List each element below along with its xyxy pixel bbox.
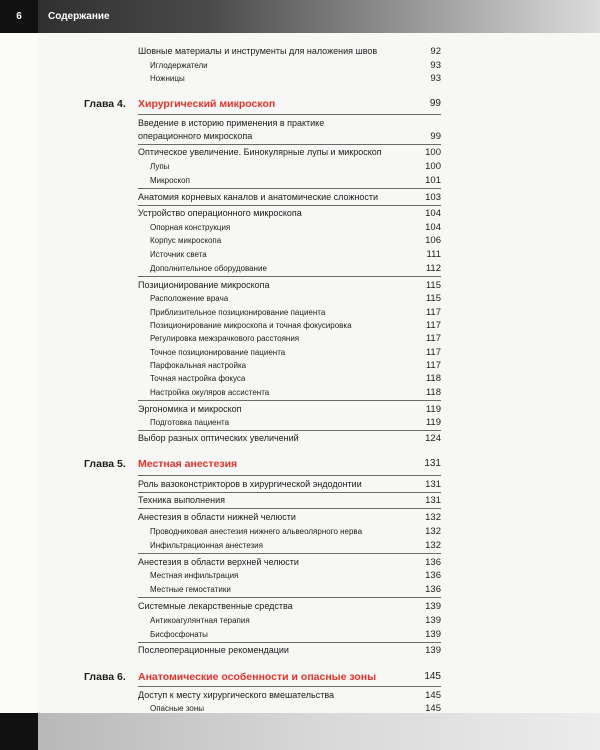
- toc-entry-title: Шовные материалы и инструменты для наложения швов: [138, 46, 378, 56]
- toc-subentry[interactable]: [150, 221, 441, 234]
- toc-subentry[interactable]: [150, 372, 441, 385]
- toc-entry-title: Анатомия корневых каналов и анатомические сложности: [138, 192, 379, 202]
- toc-entry-page: 139: [425, 615, 441, 626]
- chapter-page: 99: [429, 98, 441, 109]
- toc-entry-page: 101: [425, 175, 441, 186]
- toc-entry-page: 106: [425, 235, 441, 246]
- toc-subentry[interactable]: [150, 234, 441, 247]
- page-number: 6: [0, 0, 38, 33]
- toc-entry-title: Устройство операционного микроскопа: [138, 208, 302, 218]
- toc-entry-page: 104: [425, 208, 441, 219]
- chapter-page: 131: [424, 458, 441, 469]
- toc-subentry[interactable]: [150, 346, 441, 359]
- toc-entry-title: Источник света: [150, 250, 207, 259]
- toc-entry-page: 131: [425, 495, 441, 506]
- toc-subentry[interactable]: [150, 525, 441, 538]
- divider: [138, 642, 441, 643]
- toc-entry[interactable]: [138, 207, 441, 220]
- toc-entry-page: 93: [430, 60, 441, 71]
- toc-subentry[interactable]: [150, 539, 441, 552]
- toc-subentry[interactable]: [150, 262, 441, 275]
- divider: [138, 508, 441, 509]
- chapter-title: Местная анестезия: [138, 458, 238, 470]
- toc-entry-title: Роль вазоконстрикторов в хирургической эндодонтии: [138, 479, 362, 489]
- toc-entry-page: 112: [425, 263, 441, 274]
- toc-entry-title: Расположение врача: [150, 294, 229, 303]
- toc-subentry[interactable]: [150, 59, 441, 72]
- divider: [138, 492, 441, 493]
- divider: [138, 475, 441, 476]
- toc-entry-title: Иглодержатели: [150, 61, 208, 70]
- toc-entry-title: Точное позиционирование пациента: [150, 348, 286, 357]
- toc-subentry[interactable]: [150, 569, 441, 582]
- toc-entry[interactable]: [138, 689, 441, 702]
- chapter-label: Глава 6.: [84, 671, 126, 683]
- chapter-heading[interactable]: [84, 96, 441, 112]
- chapter-label: Глава 5.: [84, 458, 126, 470]
- chapter-heading[interactable]: [84, 456, 441, 472]
- left-margin-bar: [0, 33, 38, 713]
- toc-subentry[interactable]: [150, 319, 441, 332]
- divider: [138, 114, 441, 115]
- toc-entry-page: 92: [430, 46, 441, 57]
- toc-entry-page: 117: [425, 307, 441, 318]
- toc-subentry[interactable]: [150, 292, 441, 305]
- toc-entry-page: 139: [425, 629, 441, 640]
- toc-entry-title: Доступ к месту хирургического вмешательства: [138, 690, 335, 700]
- toc-entry-title: Позиционирование микроскопа и точная фокусировка: [150, 321, 352, 330]
- toc-entry-page: 118: [425, 373, 441, 384]
- toc-entry[interactable]: [138, 117, 441, 130]
- toc-subentry[interactable]: [150, 702, 441, 715]
- toc-entry-title: Системные лекарственные средства: [138, 601, 293, 611]
- chapter-title: Анатомические особенности и опасные зоны: [138, 671, 377, 683]
- toc-entry-title: Опасные зоны: [150, 704, 205, 713]
- toc-entry-title: Техника выполнения: [138, 495, 225, 505]
- toc-entry-title: Анестезия в области верхней челюсти: [138, 557, 299, 567]
- toc-entry-title: Анестезия в области нижней челюсти: [138, 512, 296, 522]
- toc-entry-page: 136: [425, 557, 441, 568]
- toc-entry-page: 136: [425, 584, 441, 595]
- toc-entry-title: Дополнительное оборудование: [150, 264, 267, 273]
- toc-entry-page: 119: [425, 404, 441, 415]
- toc-entry-title: Выбор разных оптических увеличений: [138, 433, 299, 443]
- chapter-page: 145: [424, 671, 441, 682]
- toc-entry[interactable]: [138, 494, 441, 507]
- toc-entry-page: 93: [430, 73, 441, 84]
- toc-subentry[interactable]: [150, 386, 441, 399]
- toc-subentry[interactable]: [150, 174, 441, 187]
- toc-entry-page: 132: [425, 526, 441, 537]
- toc-entry[interactable]: [138, 403, 441, 416]
- header-title: Содержание: [48, 11, 110, 22]
- toc-entry-page: 145: [425, 703, 441, 714]
- toc-entry-title: Бисфосфонаты: [150, 630, 208, 639]
- toc-entry-title: Регулировка межзрачкового расстояния: [150, 334, 300, 343]
- toc-entry-page: 131: [425, 479, 441, 490]
- footer-strip: [38, 713, 600, 750]
- toc-entry-page: 124: [425, 433, 441, 444]
- toc-entry-title: Инфильтрационная анестезия: [150, 541, 263, 550]
- toc-entry-title: Приблизительное позиционирование пациента: [150, 308, 326, 317]
- toc-entry-title: Парфокальная настройка: [150, 361, 247, 370]
- toc-subentry[interactable]: [150, 248, 441, 261]
- toc-entry-page: 119: [425, 417, 441, 428]
- toc-entry-page: 132: [425, 512, 441, 523]
- divider: [138, 144, 441, 145]
- toc-entry-page: 139: [425, 645, 441, 656]
- toc-subentry[interactable]: [150, 416, 441, 429]
- divider: [138, 597, 441, 598]
- toc-entry[interactable]: [138, 478, 441, 491]
- page-header: [0, 0, 600, 33]
- divider: [138, 188, 441, 189]
- chapter-heading[interactable]: [84, 669, 441, 685]
- toc-entry-page: 99: [430, 131, 441, 142]
- toc-subentry[interactable]: [150, 306, 441, 319]
- toc-entry-page: 117: [425, 360, 441, 371]
- toc-subentry[interactable]: [150, 614, 441, 627]
- toc-entry-page: 136: [425, 570, 441, 581]
- toc-entry[interactable]: [138, 45, 441, 58]
- toc-entry[interactable]: [138, 279, 441, 292]
- toc-entry[interactable]: [138, 556, 441, 569]
- divider: [138, 276, 441, 277]
- toc-entry-title: Антикоагулянтная терапия: [150, 616, 250, 625]
- toc-entry-title: Послеоперационные рекомендации: [138, 645, 289, 655]
- toc-entry-page: 118: [425, 387, 441, 398]
- toc-entry-page: 100: [425, 147, 441, 158]
- toc-entry-title: Оптическое увеличение. Бинокулярные лупы и микроскоп: [138, 147, 382, 157]
- toc-entry-page: 115: [425, 280, 441, 291]
- toc-entry[interactable]: [138, 191, 441, 204]
- toc-entry-title: Ножницы: [150, 74, 185, 83]
- chapter-label: Глава 4.: [84, 98, 126, 110]
- toc-entry[interactable]: [138, 511, 441, 524]
- toc-subentry[interactable]: [150, 583, 441, 596]
- toc-subentry[interactable]: [150, 72, 441, 85]
- toc-entry[interactable]: [138, 600, 441, 613]
- toc-subentry[interactable]: [150, 160, 441, 173]
- toc-entry-page: 115: [425, 293, 441, 304]
- toc-subentry[interactable]: [150, 628, 441, 641]
- divider: [138, 400, 441, 401]
- toc-entry-title: Корпус микроскопа: [150, 236, 222, 245]
- toc-entry-page: 117: [425, 347, 441, 358]
- toc-entry[interactable]: [138, 130, 441, 143]
- divider: [138, 686, 441, 687]
- toc-entry-page: 145: [425, 690, 441, 701]
- toc-entry-title: Местная инфильтрация: [150, 571, 239, 580]
- toc-entry-page: 132: [425, 540, 441, 551]
- toc-entry-page: 100: [425, 161, 441, 172]
- divider: [138, 553, 441, 554]
- toc-entry-title: Позиционирование микроскопа: [138, 280, 270, 290]
- toc-entry-title: Микроскоп: [150, 176, 190, 185]
- toc-entry-title: Лупы: [150, 162, 170, 171]
- toc-entry[interactable]: [138, 432, 441, 445]
- divider: [138, 205, 441, 206]
- toc-entry-title-line1: Введение в историю применения в практике: [138, 118, 325, 128]
- toc-entry-title: Эргономика и микроскоп: [138, 404, 242, 414]
- toc-subentry[interactable]: [150, 359, 441, 372]
- toc-entry-title: Точная настройка фокуса: [150, 374, 246, 383]
- toc-entry-title: Опорная конструкция: [150, 223, 231, 232]
- toc-entry-page: 139: [425, 601, 441, 612]
- toc-entry-page: 104: [425, 222, 441, 233]
- toc-entry-title: Подготовка пациента: [150, 418, 230, 427]
- toc-entry-title: Местные гемостатики: [150, 585, 231, 594]
- toc-entry-title: Настройка окуляров ассистента: [150, 388, 270, 397]
- toc-entry[interactable]: [138, 146, 441, 159]
- toc-entry[interactable]: [138, 644, 441, 657]
- toc-entry-page: 111: [426, 249, 441, 260]
- toc-entry-title-line2: операционного микроскопа: [138, 131, 253, 141]
- bottom-corner-block: [0, 713, 38, 750]
- chapter-title: Хирургический микроскоп: [138, 98, 276, 110]
- toc-entry-page: 117: [425, 320, 441, 331]
- toc-subentry[interactable]: [150, 332, 441, 345]
- toc-entry-title: Проводниковая анестезия нижнего альвеолярного нерва: [150, 527, 363, 536]
- toc-entry-page: 117: [425, 333, 441, 344]
- divider: [138, 430, 441, 431]
- toc-entry-page: 103: [425, 192, 441, 203]
